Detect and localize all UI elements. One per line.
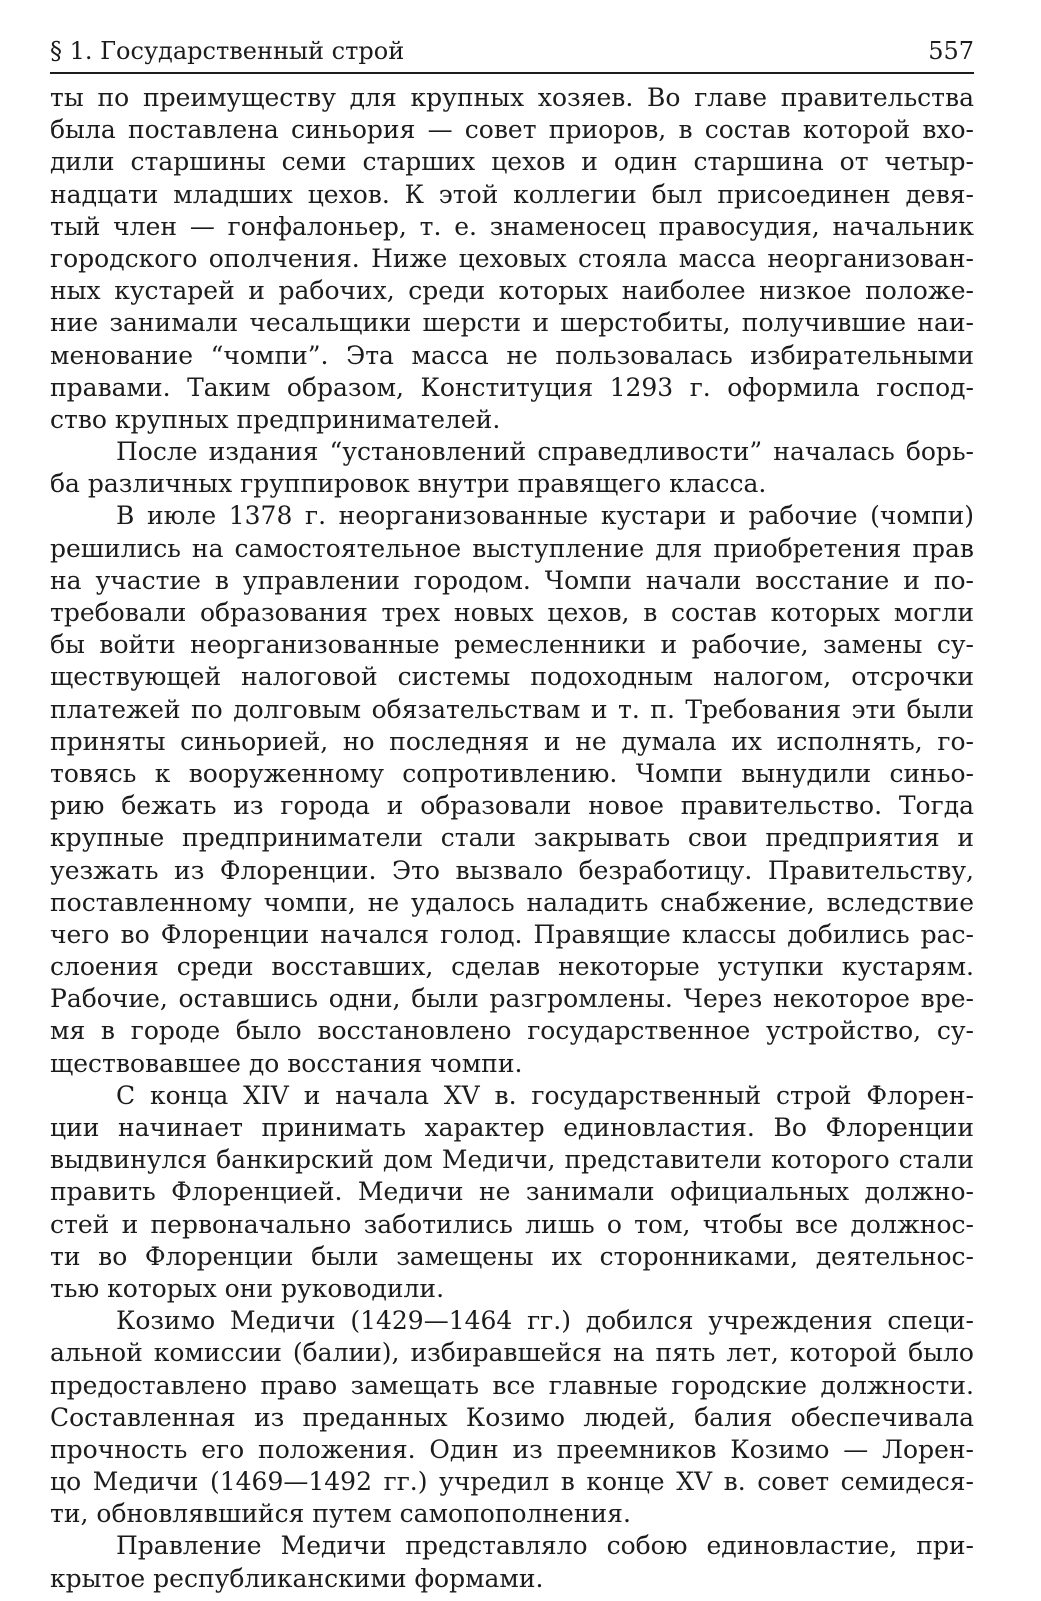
text-line: городского ополчения. Ниже цеховых стояла масса неорганизован- xyxy=(50,243,974,273)
book-page xyxy=(50,36,974,1595)
text-line: товясь к вооруженному сопротивлению. Чомпи вынудили синьо- xyxy=(50,758,974,788)
text-line: В июле 1378 г. неорганизованные кустари и рабочие (чомпи) xyxy=(116,501,974,531)
text-line: поставленному чомпи, не удалось наладить снабжение, вследствие xyxy=(50,887,974,917)
paragraph xyxy=(50,500,974,1079)
text-line: ти во Флоренции были замещены их сторонниками, деятельнос- xyxy=(50,1241,974,1271)
text-line: приняты синьорией, но последняя и не думала их исполнять, го- xyxy=(50,726,974,756)
text-line: Составленная из преданных Козимо людей, балия обеспечивала xyxy=(50,1402,974,1432)
body-text xyxy=(50,82,974,1595)
text-line: ти, обновлявшийся путем самопополнения. xyxy=(50,1499,631,1529)
text-line: крупные предприниматели стали закрывать свои предприятия и xyxy=(50,823,974,853)
text-line: выдвинулся банкирский дом Медичи, представители которого стали xyxy=(50,1145,974,1175)
text-line: ществовавшее до восстания чомпи. xyxy=(50,1048,523,1078)
text-line: Рабочие, оставшись одни, были разгромлены. Через некоторое вре- xyxy=(50,984,974,1014)
text-line: чего во Флоренции начался голод. Правящие классы добились рас- xyxy=(50,919,974,949)
paragraph xyxy=(50,1080,974,1305)
text-line: прочность его положения. Один из преемников Козимо — Лорен- xyxy=(50,1434,974,1464)
paragraph xyxy=(50,1305,974,1530)
text-line: предоставлено право замещать все главные городские должности. xyxy=(50,1370,974,1400)
running-header xyxy=(50,36,974,74)
text-line: ство крупных предпринимателей. xyxy=(50,404,501,434)
text-line: требовали образования трех новых цехов, в состав которых могли xyxy=(50,598,974,627)
text-line: ние занимали чесальщики шерсти и шерстобиты, получившие наи- xyxy=(50,308,974,338)
text-line: С конца XIV и начала XV в. государственный строй Флорен- xyxy=(116,1080,974,1110)
page-number: 557 xyxy=(928,37,974,65)
text-line: тью которых они руководили. xyxy=(50,1273,445,1303)
text-line: надцати младших цехов. К этой коллегии был присоединен девя- xyxy=(50,179,974,209)
text-line: была поставлена синьория — совет приоров, в состав которой вхо- xyxy=(50,115,974,145)
text-line: цо Медичи (1469—1492 гг.) учредил в конце XV в. совет семидеся- xyxy=(50,1467,974,1497)
section-title: § 1. Государственный строй xyxy=(50,37,405,65)
text-line: альной комиссии (балии), избиравшейся на пять лет, которой было xyxy=(50,1338,974,1368)
text-line: Козимо Медичи (1429—1464 гг.) добился учреждения специ- xyxy=(116,1306,974,1336)
text-line: на участие в управлении городом. Чомпи начали восстание и по- xyxy=(50,565,974,595)
text-line: ба различных группировок внутри правящего класса. xyxy=(50,469,767,499)
text-line: слоения среди восставших, сделав некоторые уступки кустарям. xyxy=(50,952,974,982)
text-line: правами. Таким образом, Конституция 1293 г. оформила господ- xyxy=(50,372,974,402)
text-line: ных кустарей и рабочих, среди которых наиболее низкое положе- xyxy=(50,276,974,306)
text-line: бы войти неорганизованные ремесленники и рабочие, замены су- xyxy=(50,630,974,660)
text-line: менование “чомпи”. Эта масса не пользовалась избирательными xyxy=(50,340,974,370)
text-line: стей и первоначально заботились лишь о том, чтобы все должнос- xyxy=(50,1209,974,1239)
text-line: решились на самостоятельное выступление для приобретения прав xyxy=(50,533,974,563)
text-line: дили старшины семи старших цехов и один старшина от четыр- xyxy=(50,147,974,177)
text-line: мя в городе было восстановлено государственное устройство, су- xyxy=(50,1016,974,1046)
text-line: Правление Медичи представляло собою единовластие, при- xyxy=(116,1531,974,1561)
text-line: править Флоренцией. Медичи не занимали официальных должно- xyxy=(50,1177,974,1207)
text-line: После издания “установлений справедливости” началась борь- xyxy=(116,437,974,467)
text-line: тый член — гонфалоньер, т. е. знаменосец правосудия, начальник xyxy=(50,211,974,241)
text-line: ществующей налоговой системы подоходным налогом, отсрочки xyxy=(50,662,974,692)
paragraph xyxy=(50,82,974,436)
text-line: платежей по долговым обязательствам и т. п. Требования эти были xyxy=(50,694,974,724)
paragraph xyxy=(50,1530,974,1594)
text-line: уезжать из Флоренции. Это вызвало безработицу. Правительству, xyxy=(50,855,974,885)
paragraph xyxy=(50,436,974,500)
text-line: ты по преимуществу для крупных хозяев. Во главе правительства xyxy=(50,83,974,112)
text-line: крытое республиканскими формами. xyxy=(50,1563,544,1593)
text-line: рию бежать из города и образовали новое правительство. Тогда xyxy=(50,791,974,821)
text-line: ции начинает принимать характер единовластия. Во Флоренции xyxy=(50,1113,974,1142)
